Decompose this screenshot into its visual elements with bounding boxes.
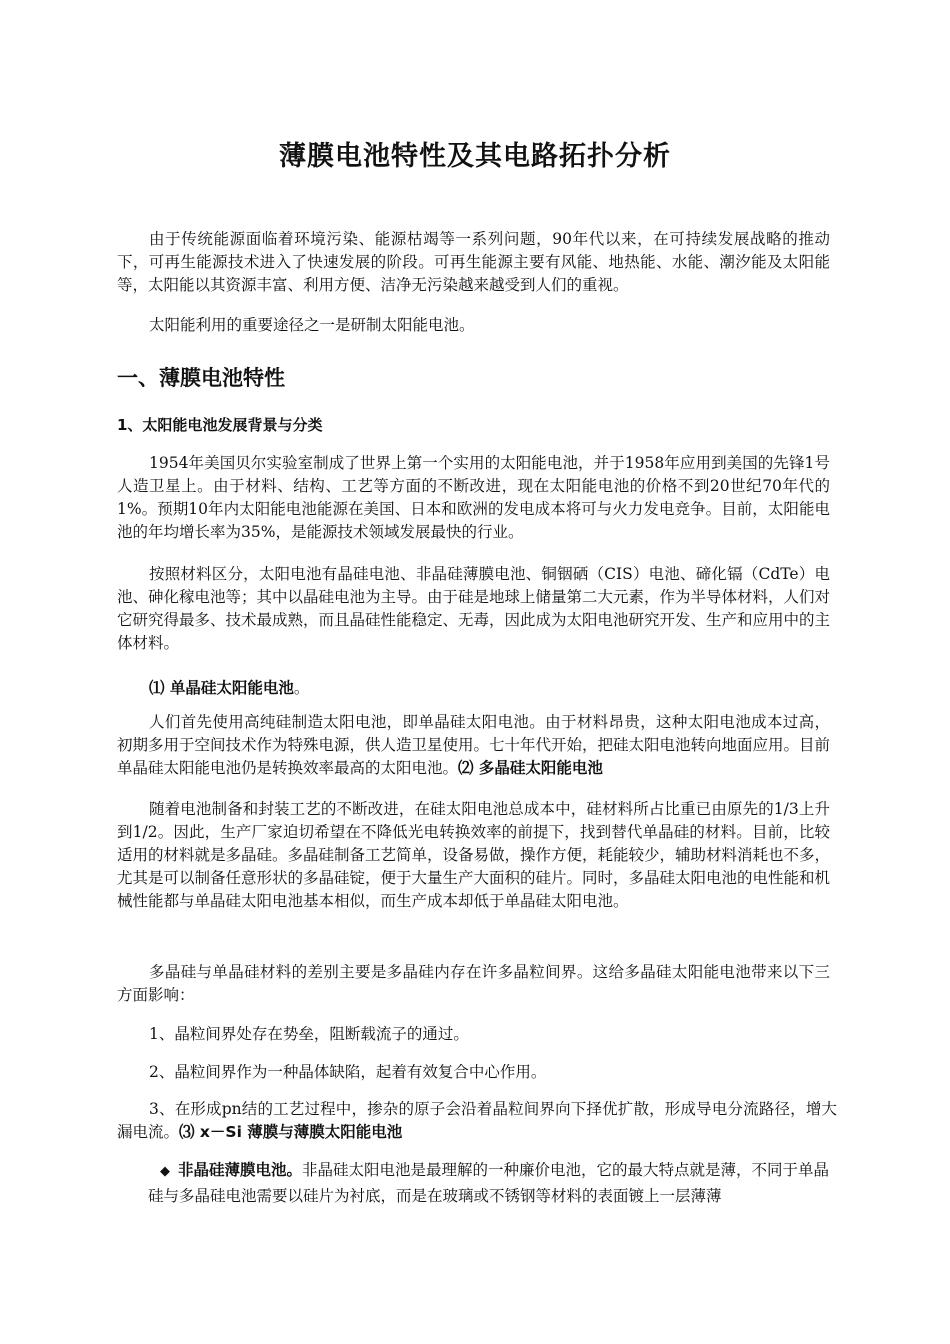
item-3-label: ⑶ x－Si 薄膜与薄膜太阳能电池 [179, 1123, 403, 1141]
intro-paragraph-2: 太阳能利用的重要途径之一是研制太阳能电池。 [149, 316, 475, 334]
intro-paragraph-1: 由于传统能源面临着环境污染、能源枯竭等一系列问题，90年代以来，在可持续发展战略的推动下，可再生能源技术进入了快速发展的阶段。可再生能源主要有风能、地热能、水能、潮汐能及太阳能等，太阳能以其资源丰富、利用方便、洁净无污染越来越受到人们的重视。 [117, 230, 830, 294]
item-1-heading [117, 677, 830, 700]
mono-silicon-text: 人们首先使用高纯硅制造太阳电池，即单晶硅太阳电池。由于材料昂贵，这种太阳电池成本过高，初期多用于空间技术作为特殊电源，供人造卫星使用。七十年代开始，把硅太阳电池转向地面应用。目前单晶硅太阳能电池仍是转换效率最高的太阳电池。 [117, 713, 831, 777]
classification-paragraph: 按照材料区分，太阳电池有晶硅电池、非晶硅薄膜电池、铜铟硒（CIS）电池、碲化镉（CdTe）电池、砷化稼电池等；其中以晶硅电池为主导。由于硅是地球上储量第二大元素，作为半导体材料，人们对它研究得最多、技术最成熟，而且晶硅性能稳定、无毒，因此成为太阳电池研究开发、生产和应用中的主体材料。 [117, 565, 831, 652]
history-paragraph: 1954年美国贝尔实验室制成了世界上第一个实用的太阳能电池，并于1958年应用到美国的先锋1号人造卫星上。由于材料、结构、工艺等方面的不断改进，现在太阳能电池的价格不到20世纪70年代的1%。预期10年内太阳能电池能源在美国、日本和欧洲的发电成本将可与火力发电竞争。目前，太阳能电池的年均增长率为35%，是能源技术领域发展最快的行业。 [117, 454, 830, 541]
effect-item-2: 2、晶粒间界作为一种晶体缺陷，起着有效复合中心作用。 [149, 1063, 547, 1081]
diamond-bullet-icon: ◆ [160, 1164, 170, 1179]
effect-item-1: 1、晶粒间界处存在势垒，阻断载流子的通过。 [149, 1025, 469, 1043]
poly-difference-paragraph: 多晶硅与单晶硅材料的差别主要是多晶硅内存在许多晶粒间界。这给多晶硅太阳能电池带来以下三方面影响： [117, 963, 830, 1004]
subsection-heading: 1、太阳能电池发展背景与分类 [117, 416, 323, 434]
item-1-suffix: 。 [293, 679, 310, 697]
amorphous-text: 非晶硅太阳电池是最理解的一种廉价电池，它的最大特点就是薄，不同于单晶硅与多晶硅电池需要以硅片为衬底，而是在玻璃或不锈钢等材料的表面镀上一层薄薄 [148, 1161, 830, 1205]
section-heading: 一、薄膜电池特性 [117, 366, 285, 390]
amorphous-label: 非晶硅薄膜电池。 [178, 1161, 303, 1179]
effect-item-3 [117, 1098, 837, 1144]
poly-silicon-paragraph: 随着电池制备和封装工艺的不断改进，在硅太阳电池总成本中，硅材料所占比重已由原先的1/3上升到1/2。因此，生产厂家迫切希望在不降低光电转换效率的前提下，找到替代单晶硅的材料。目前，比较适用的材料就是多晶硅。多晶硅制备工艺简单，设备易做，操作方便，耗能较少，辅助材料消耗也不多，尤其是可以制备任意形状的多晶硅锭，便于大量生产大面积的硅片。同时，多晶硅太阳电池的电性能和机械性能都与单晶硅太阳电池基本相似，而生产成本却低于单晶硅太阳电池。 [117, 800, 831, 910]
effect-item-3-text: 3、在形成pn结的工艺过程中，掺杂的原子会沿着晶粒间界向下择优扩散，形成导电分流路径，增大漏电流。 [117, 1100, 837, 1141]
amorphous-bullet-paragraph [148, 1158, 838, 1208]
page-title: 薄膜电池特性及其电路拓扑分析 [279, 141, 671, 172]
mono-silicon-paragraph [117, 711, 830, 780]
item-2-label: ⑵ 多晶硅太阳能电池 [458, 759, 603, 777]
item-1-label: ⑴ 单晶硅太阳能电池 [149, 679, 294, 697]
